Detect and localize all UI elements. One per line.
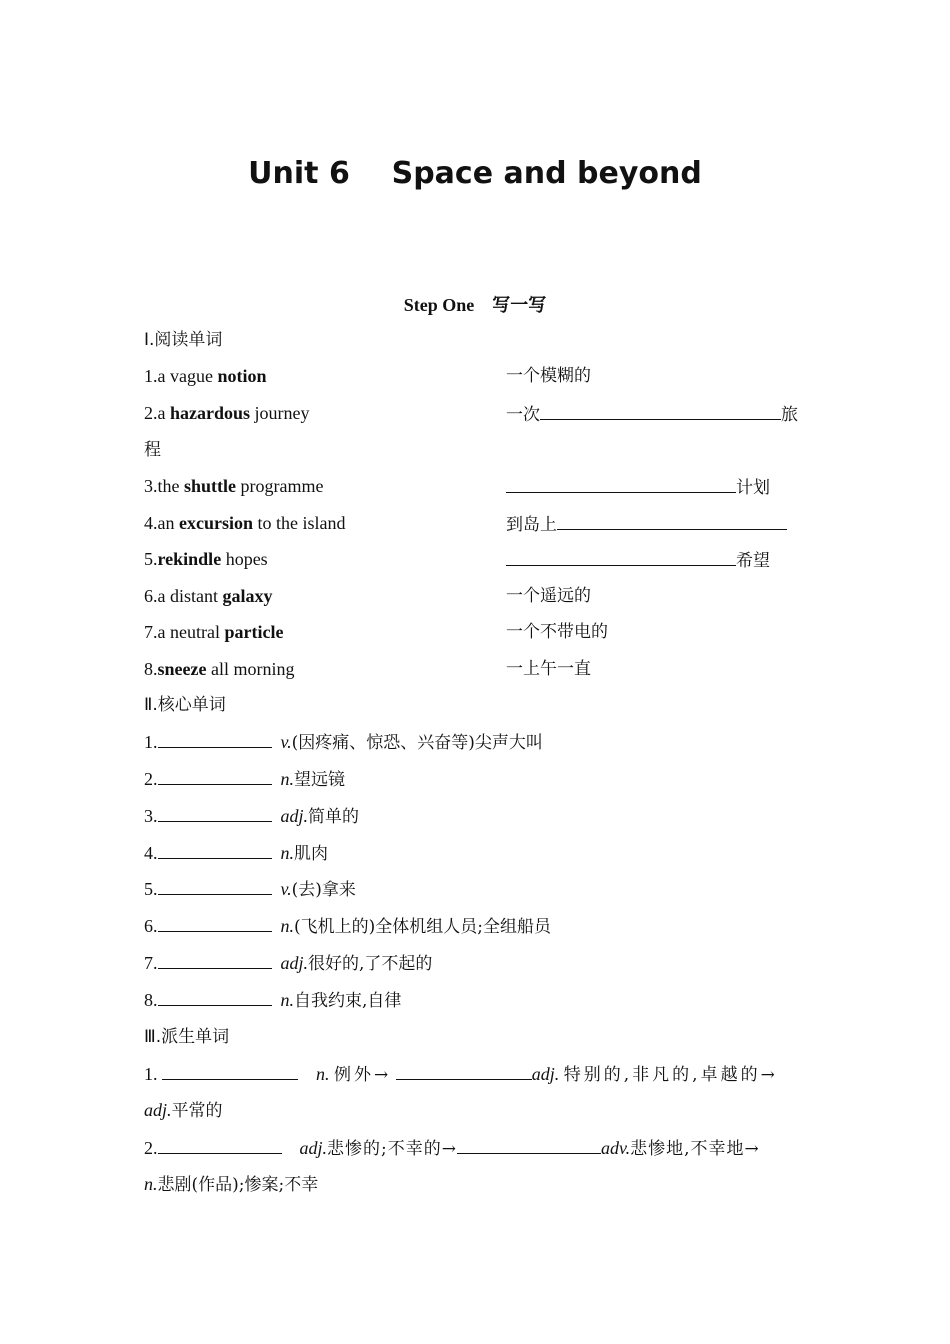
reading-item: 5.rekindle hopes bbox=[144, 549, 268, 569]
answer-blank[interactable] bbox=[158, 950, 272, 969]
answer-blank[interactable] bbox=[540, 401, 781, 420]
reading-item: 3.the shuttle programme bbox=[144, 476, 324, 496]
derived-item: 2. adj.悲惨的;不幸的→ adv.悲惨地,不幸地→ bbox=[144, 1135, 760, 1161]
core-item: 6. n.(飞机上的)全体机组人员;全组船员 bbox=[144, 913, 551, 939]
reading-translation: 一上午一直 bbox=[506, 659, 591, 679]
core-item: 2. n.望远镜 bbox=[144, 766, 345, 792]
answer-blank[interactable] bbox=[457, 1135, 601, 1154]
section-heading-core: Ⅱ.核心单词 bbox=[144, 695, 226, 715]
reading-translation: 一次 旅 bbox=[506, 401, 798, 427]
core-item: 5. v.(去)拿来 bbox=[144, 876, 356, 902]
answer-blank[interactable] bbox=[158, 803, 272, 822]
derived-item: 1. n. 例外→ adj. 特别的,非凡的,卓越的→ bbox=[144, 1061, 778, 1087]
core-item: 7. adj.很好的,了不起的 bbox=[144, 950, 432, 976]
reading-item: 7.a neutral particle bbox=[144, 622, 284, 642]
answer-blank[interactable] bbox=[506, 474, 736, 493]
reading-translation: 一个模糊的 bbox=[506, 366, 591, 386]
reading-translation: 计划 bbox=[506, 474, 770, 500]
answer-blank[interactable] bbox=[506, 547, 736, 566]
core-item: 8. n.自我约束,自律 bbox=[144, 987, 401, 1013]
answer-blank[interactable] bbox=[396, 1061, 532, 1080]
reading-item: 2.a hazardous journey bbox=[144, 403, 310, 423]
reading-item: 4.an excursion to the island bbox=[144, 513, 346, 533]
answer-blank[interactable] bbox=[158, 913, 272, 932]
page-title: Unit 6 Space and beyond bbox=[248, 156, 702, 191]
answer-blank[interactable] bbox=[162, 1061, 298, 1080]
step-heading: Step One 写一写 bbox=[403, 295, 547, 315]
answer-blank[interactable] bbox=[158, 729, 272, 748]
core-item: 1. v.(因疼痛、惊恐、兴奋等)尖声大叫 bbox=[144, 729, 543, 755]
derived-item-wrap: n.悲剧(作品);惨案;不幸 bbox=[144, 1174, 319, 1195]
reading-translation: 一个遥远的 bbox=[506, 586, 591, 606]
derived-item-wrap: adj.平常的 bbox=[144, 1100, 223, 1121]
answer-blank[interactable] bbox=[158, 840, 272, 859]
reading-translation: 一个不带电的 bbox=[506, 622, 608, 642]
reading-item: 8.sneeze all morning bbox=[144, 659, 295, 679]
section-heading-reading: Ⅰ.阅读单词 bbox=[144, 330, 223, 350]
answer-blank[interactable] bbox=[158, 1135, 282, 1154]
core-item: 3. adj.简单的 bbox=[144, 803, 359, 829]
reading-translation: 到岛上 bbox=[506, 511, 787, 537]
answer-blank[interactable] bbox=[557, 511, 787, 530]
answer-blank[interactable] bbox=[158, 876, 272, 895]
reading-translation-wrap: 程 bbox=[144, 440, 161, 460]
answer-blank[interactable] bbox=[158, 766, 272, 785]
reading-item: 6.a distant galaxy bbox=[144, 586, 273, 606]
reading-translation: 希望 bbox=[506, 547, 770, 573]
core-item: 4. n.肌肉 bbox=[144, 840, 328, 866]
answer-blank[interactable] bbox=[158, 987, 272, 1006]
section-heading-derived: Ⅲ.派生单词 bbox=[144, 1027, 230, 1047]
reading-item: 1.a vague notion bbox=[144, 366, 267, 386]
